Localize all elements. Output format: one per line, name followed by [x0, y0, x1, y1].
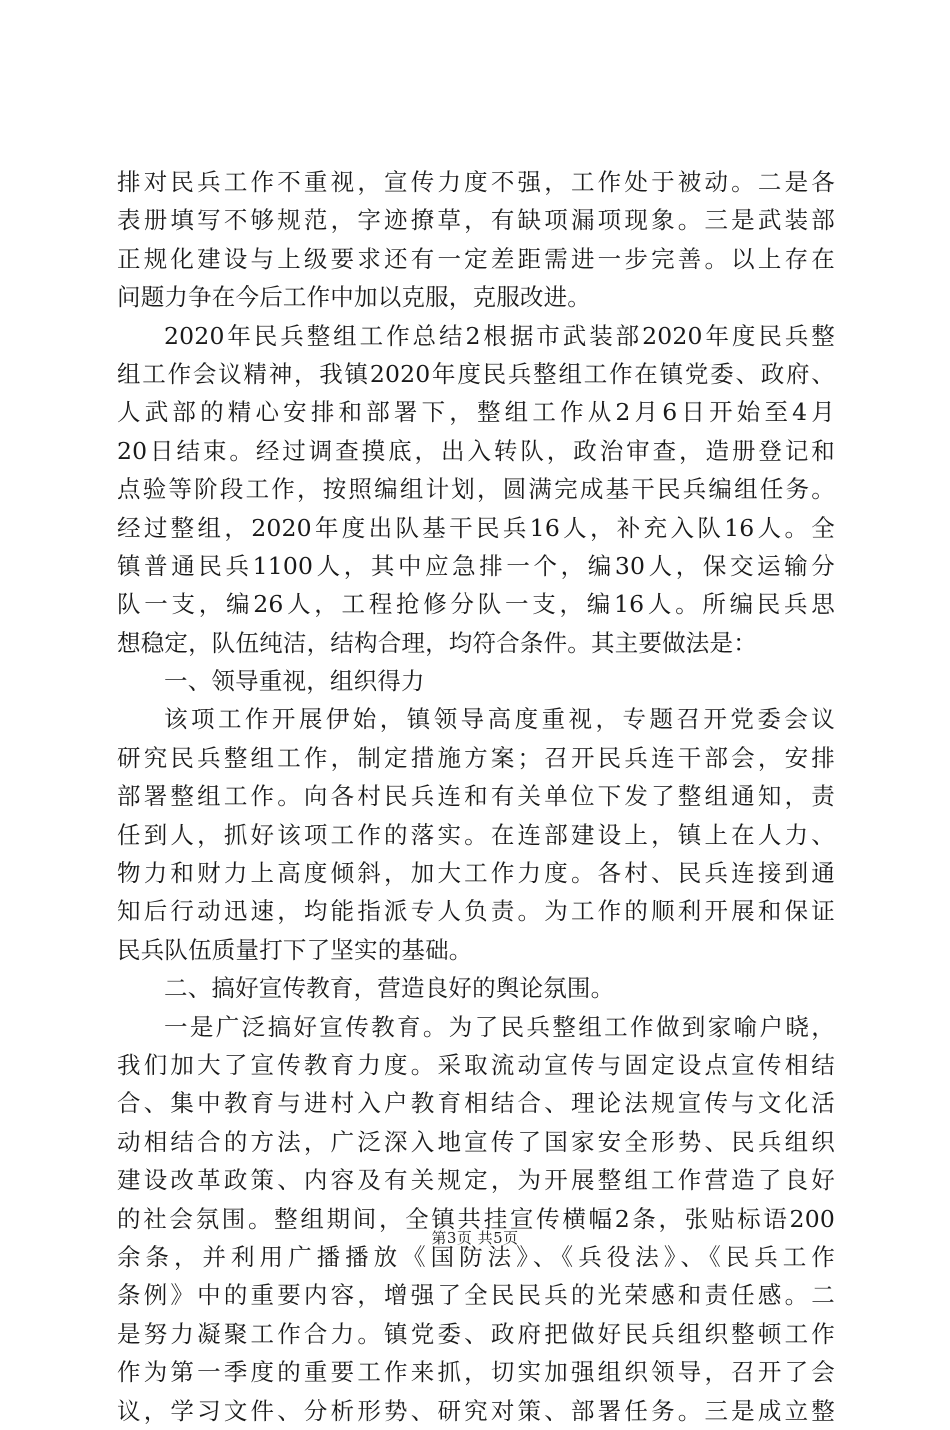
text-line: 二、搞好宣传教育，营造良好的舆论氛围。: [164, 974, 615, 1003]
text-line: 民兵队伍质量打下了坚实的基础。: [117, 935, 473, 964]
text-line: 物力和财力上高度倾斜，加大工作力度。各村、民兵连接到通: [117, 859, 835, 888]
text-line: 余条，并利用广播播放《国防法》、《兵役法》、《民兵工作: [117, 1242, 835, 1271]
page-footer: 第3页 共5页: [431, 1229, 519, 1247]
text-line: 队一支，编26人，工程抢修分队一支，编16人。所编民兵思: [117, 590, 835, 619]
text-line: 人武部的精心安排和部署下，整组工作从2月6日开始至4月: [117, 398, 835, 427]
text-line: 我们加大了宣传教育力度。采取流动宣传与固定设点宣传相结: [117, 1050, 835, 1079]
text-line: 条例》中的重要内容，增强了全民民兵的光荣感和责任感。二: [117, 1281, 835, 1310]
text-line: 一是广泛搞好宣传教育。为了民兵整组工作做到家喻户晓，: [164, 1012, 835, 1041]
text-line: 经过整组，2020年度出队基干民兵16人，补充入队16人。全: [117, 513, 835, 542]
text-line: 组工作会议精神，我镇2020年度民兵整组工作在镇党委、政府、: [117, 359, 835, 388]
text-line: 作为第一季度的重要工作来抓，切实加强组织领导，召开了会: [117, 1358, 835, 1387]
text-line: 正规化建设与上级要求还有一定差距需进一步完善。以上存在: [117, 244, 835, 273]
text-line: 动相结合的方法，广泛深入地宣传了国家安全形势、民兵组织: [117, 1127, 835, 1156]
text-line: 表册填写不够规范，字迹撩草，有缺项漏项现象。三是武装部: [117, 206, 835, 235]
text-line: 该项工作开展伊始，镇领导高度重视，专题召开党委会议: [164, 705, 835, 734]
text-line: 任到人，抓好该项工作的落实。在连部建设上，镇上在人力、: [117, 820, 835, 849]
text-line: 合、集中教育与进村入户教育相结合、理论法规宣传与文化活: [117, 1089, 835, 1118]
text-line: 建设改革政策、内容及有关规定，为开展整组工作营造了良好: [117, 1166, 835, 1195]
text-line: 知后行动迅速，均能指派专人负责。为工作的顺利开展和保证: [117, 897, 835, 926]
text-line: 一、领导重视，组织得力: [164, 667, 425, 696]
text-line: 想稳定，队伍纯洁，结构合理，均符合条件。其主要做法是：: [117, 628, 757, 657]
text-line: 是努力凝聚工作合力。镇党委、政府把做好民兵组织整顿工作: [117, 1319, 835, 1348]
text-line: 镇普通民兵1100人，其中应急排一个，编30人，保交运输分: [117, 551, 835, 580]
text-line: 研究民兵整组工作，制定措施方案；召开民兵连干部会，安排: [117, 743, 835, 772]
text-line: 部署整组工作。向各村民兵连和有关单位下发了整组通知，责: [117, 782, 835, 811]
text-line: 点验等阶段工作，按照编组计划，圆满完成基干民兵编组任务。: [117, 475, 835, 504]
text-line: 排对民兵工作不重视，宣传力度不强，工作处于被动。二是各: [117, 168, 835, 196]
text-line: 议，学习文件、分析形势、研究对策、部署任务。三是成立整: [117, 1396, 835, 1425]
text-line: 20日结束。经过调查摸底，出入转队，政治审查，造册登记和: [117, 436, 835, 465]
text-line: 2020年民兵整组工作总结2根据市武装部2020年度民兵整: [164, 321, 835, 350]
text-line: 的社会氛围。整组期间，全镇共挂宣传横幅2条，张贴标语200: [117, 1204, 835, 1233]
text-line: 问题力争在今后工作中加以克服，克服改进。: [117, 283, 591, 312]
